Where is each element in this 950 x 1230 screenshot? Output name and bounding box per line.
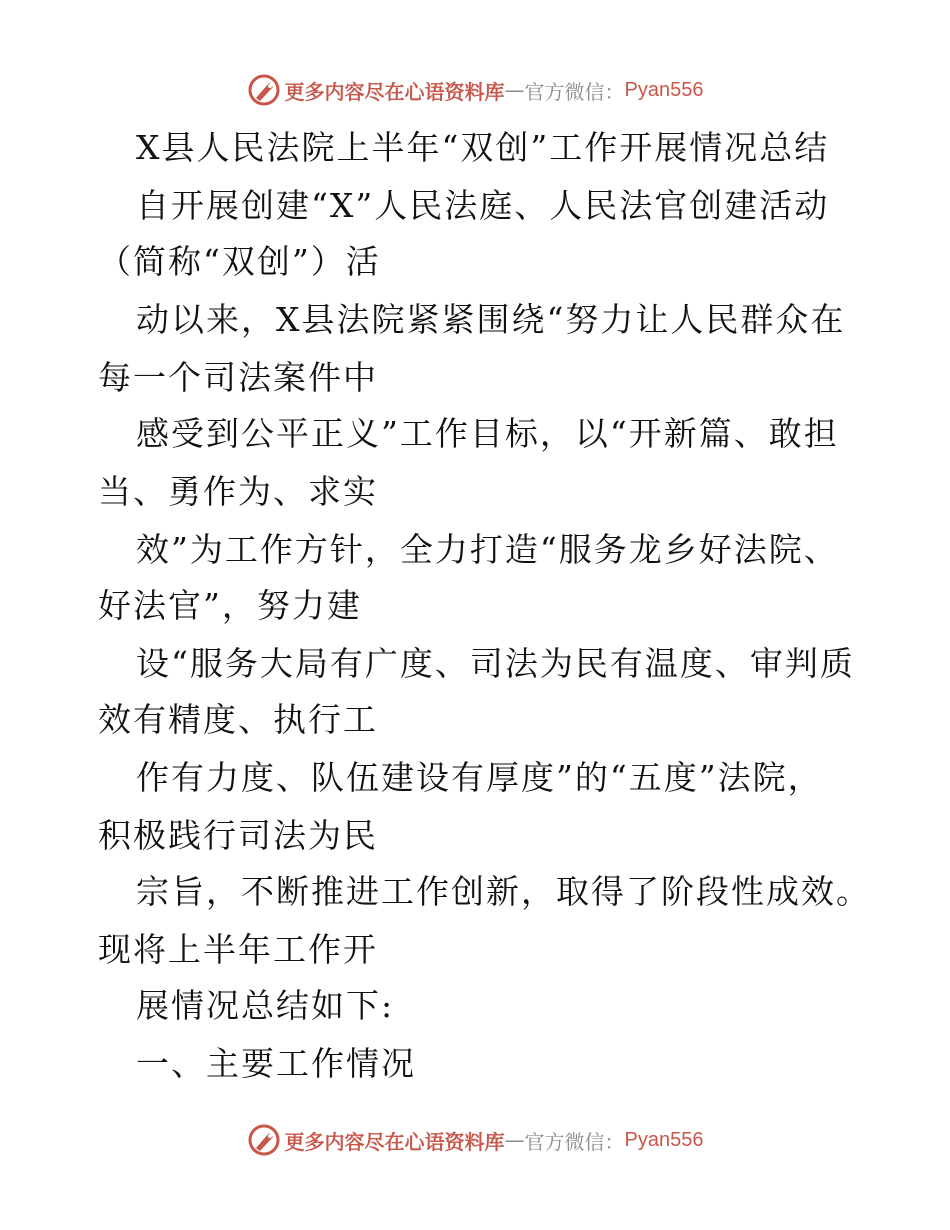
body-line: 每一个司法案件中 <box>98 358 378 397</box>
body-line: 展情况总结如下: <box>136 986 395 1025</box>
document-title: X县人民法院上半年“双创”工作开展情况总结 <box>136 128 830 167</box>
body-line: 现将上半年工作开 <box>98 930 378 969</box>
body-line: 设“服务大局有广度、司法为民有温度、审判质 <box>136 644 855 683</box>
body-line: 感受到公平正义”工作目标，以“开新篇、敢担 <box>136 414 839 453</box>
watermark-banner-top <box>0 72 950 108</box>
body-line: 作有力度、队伍建设有厚度”的“五度”法院， <box>136 758 823 797</box>
watermark-separator: — <box>504 78 525 102</box>
watermark-main-text: 更多内容尽在心语资料库 <box>284 79 505 104</box>
body-line: 当、勇作为、求实 <box>98 472 378 511</box>
watermark-account: Pyan556 <box>624 78 704 101</box>
body-line: 效”为工作方针，全力打造“服务龙乡好法院、 <box>136 530 839 569</box>
body-line: 宗旨，不断推进工作创新，取得了阶段性成效。 <box>136 872 871 911</box>
body-line: 好法官”，努力建 <box>98 586 362 625</box>
section-heading: 一、主要工作情况 <box>136 1044 416 1083</box>
watermark-banner-bottom <box>0 1122 950 1158</box>
watermark-account: Pyan556 <box>624 1128 704 1151</box>
pen-nib-logo-icon <box>247 1123 281 1157</box>
watermark-label: 官方微信： <box>524 79 625 104</box>
body-line: 动以来，X县法院紧紧围绕“努力让人民群众在 <box>136 300 846 339</box>
body-line: 积极践行司法为民 <box>98 816 378 855</box>
pen-nib-logo-icon <box>247 73 281 107</box>
watermark-separator: — <box>504 1128 525 1152</box>
watermark-label: 官方微信： <box>524 1129 625 1154</box>
watermark-main-text: 更多内容尽在心语资料库 <box>284 1129 505 1154</box>
body-line: 自开展创建“X”人民法庭、人民法官创建活动 <box>136 186 830 225</box>
body-line: 效有精度、执行工 <box>98 700 378 739</box>
body-line: （简称“双创”）活 <box>98 242 381 281</box>
